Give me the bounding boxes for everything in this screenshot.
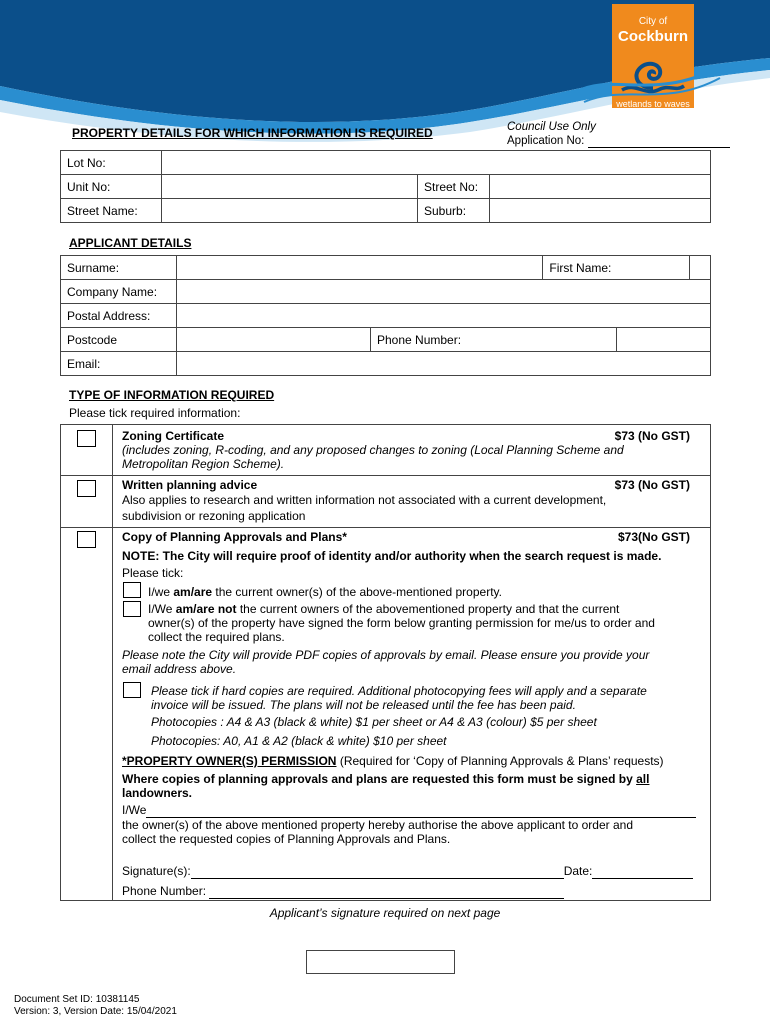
authorise-line-2: collect the requested copies of Planning Approvals and Plans. — [122, 832, 451, 846]
unit-no-field[interactable] — [162, 175, 418, 199]
date-field[interactable] — [592, 868, 693, 879]
photocopy-fee-line-2: Photocopies: A0, A1 & A2 (black & white) $10 per sheet — [151, 734, 447, 748]
not-owner-checkbox[interactable] — [123, 601, 141, 617]
page-number-box — [306, 950, 455, 974]
company-name-field[interactable] — [177, 280, 711, 304]
written-desc-line-2: subdivision or rezoning application — [122, 509, 306, 523]
current-owner-checkbox[interactable] — [123, 582, 141, 598]
pdf-note-line-2: email address above. — [122, 662, 237, 676]
logo-name-text: Cockburn — [617, 28, 688, 45]
written-advice-checkbox[interactable] — [77, 480, 96, 497]
street-name-field[interactable] — [162, 199, 418, 223]
logo-city-text: City of — [638, 16, 668, 27]
identity-note: NOTE: The City will require proof of identity and/or authority when the search request is made. — [122, 549, 662, 563]
authorise-line-1: the owner(s) of the above mentioned property hereby authorise the above applicant to order and — [122, 818, 633, 832]
next-page-note: Applicant’s signature required on next page — [269, 906, 501, 920]
copy-approvals-checkbox[interactable] — [77, 531, 96, 548]
surname-field[interactable] — [177, 256, 543, 280]
iwe-field[interactable] — [146, 807, 696, 818]
iwe-line: I/We — [122, 803, 696, 818]
lot-no-label: Lot No: — [61, 151, 162, 175]
pdf-note-line-1: Please note the City will provide PDF copies of approvals by email. Please ensure you provide your — [122, 648, 650, 662]
application-no-field[interactable] — [588, 138, 730, 148]
suburb-field[interactable] — [490, 199, 711, 223]
not-owner-text-line-1: I/We am/are not the current owners of the abovementioned property and that the current — [148, 602, 620, 616]
photocopy-fee-line-1: Photocopies : A4 & A3 (black & white) $1 per sheet or A4 & A3 (colour) $5 per sheet — [151, 715, 597, 729]
postcode-field[interactable] — [177, 328, 371, 352]
property-details-heading: PROPERTY DETAILS FOR WHICH INFORMATION IS REQUIRED — [72, 126, 433, 140]
written-advice-title: Written planning advice — [122, 478, 258, 492]
company-name-label: Company Name: — [61, 280, 177, 304]
copy-approvals-title: Copy of Planning Approvals and Plans* — [122, 530, 347, 544]
surname-label: Surname: — [61, 256, 177, 280]
application-no-label: Application No: — [507, 135, 585, 147]
not-owner-text-line-2: owner(s) of the property have signed the form below granting permission for me/us to order and — [148, 616, 655, 630]
document-footer — [14, 994, 177, 1018]
council-use-title: Council Use Only — [507, 121, 596, 133]
hard-copies-line-1: Please tick if hard copies are required. Additional photocopying fees will apply and a separate — [151, 684, 647, 698]
copy-approvals-price: $73(No GST) — [617, 530, 690, 544]
owner-phone-line: Phone Number: — [122, 884, 564, 899]
first-name-field[interactable] — [690, 256, 711, 280]
zoning-certificate-title: Zoning Certificate — [122, 429, 225, 443]
zoning-desc-line-2: Metropolitan Region Scheme). — [122, 457, 285, 471]
first-name-label: First Name: — [543, 256, 690, 280]
please-tick-label: Please tick: — [122, 566, 184, 580]
phone-number-field[interactable] — [616, 328, 710, 352]
street-no-label: Street No: — [418, 175, 490, 199]
signature-field[interactable] — [191, 868, 564, 879]
phone-number-label: Phone Number: — [371, 328, 617, 352]
document-set-id: Document Set ID: 10381145 — [14, 994, 140, 1005]
postal-address-label: Postal Address: — [61, 304, 177, 328]
owner-permission-heading: *PROPERTY OWNER(S) PERMISSION (Required for ‘Copy of Planning Approvals & Plans’ requests) — [122, 754, 664, 768]
document-version: Version: 3, Version Date: 15/04/2021 — [14, 1006, 177, 1017]
owner-phone-field[interactable] — [209, 888, 564, 899]
logo-tagline: wetlands to waves — [616, 99, 690, 109]
street-no-field[interactable] — [490, 175, 711, 199]
landowners-sign-line-1: Where copies of planning approvals and plans are requested this form must be signed by all — [122, 772, 650, 786]
written-advice-price: $73 (No GST) — [614, 478, 690, 492]
written-desc-line-1: Also applies to research and written information not associated with a current development, — [122, 493, 607, 507]
hard-copies-checkbox[interactable] — [123, 682, 141, 698]
signature-line: Signature(s): Date: — [122, 864, 693, 879]
zoning-certificate-price: $73 (No GST) — [614, 429, 690, 443]
postal-address-field[interactable] — [177, 304, 711, 328]
suburb-label: Suburb: — [418, 199, 490, 223]
zoning-certificate-checkbox[interactable] — [77, 430, 96, 447]
applicant-details-table — [60, 255, 711, 376]
applicant-details-heading: APPLICANT DETAILS — [69, 236, 192, 250]
unit-no-label: Unit No: — [61, 175, 162, 199]
council-use-block — [507, 120, 747, 148]
property-details-table — [60, 150, 711, 223]
current-owner-text: I/we am/are the current owner(s) of the above-mentioned property. — [148, 585, 502, 599]
zoning-desc-line-1: (includes zoning, R-coding, and any proposed changes to zoning (Local Planning Scheme and — [122, 443, 624, 457]
email-field[interactable] — [177, 352, 711, 376]
info-type-box — [60, 424, 711, 901]
lot-no-field[interactable] — [162, 151, 711, 175]
info-type-instruction: Please tick required information: — [69, 406, 241, 420]
hard-copies-line-2: invoice will be issued. The plans will not be released until the fee has been paid. — [151, 698, 576, 712]
postcode-label: Postcode — [61, 328, 177, 352]
email-label: Email: — [61, 352, 177, 376]
street-name-label: Street Name: — [61, 199, 162, 223]
info-type-heading: TYPE OF INFORMATION REQUIRED — [69, 388, 275, 402]
landowners-sign-line-2: landowners. — [122, 786, 193, 800]
not-owner-text-line-3: collect the required plans. — [148, 630, 285, 644]
